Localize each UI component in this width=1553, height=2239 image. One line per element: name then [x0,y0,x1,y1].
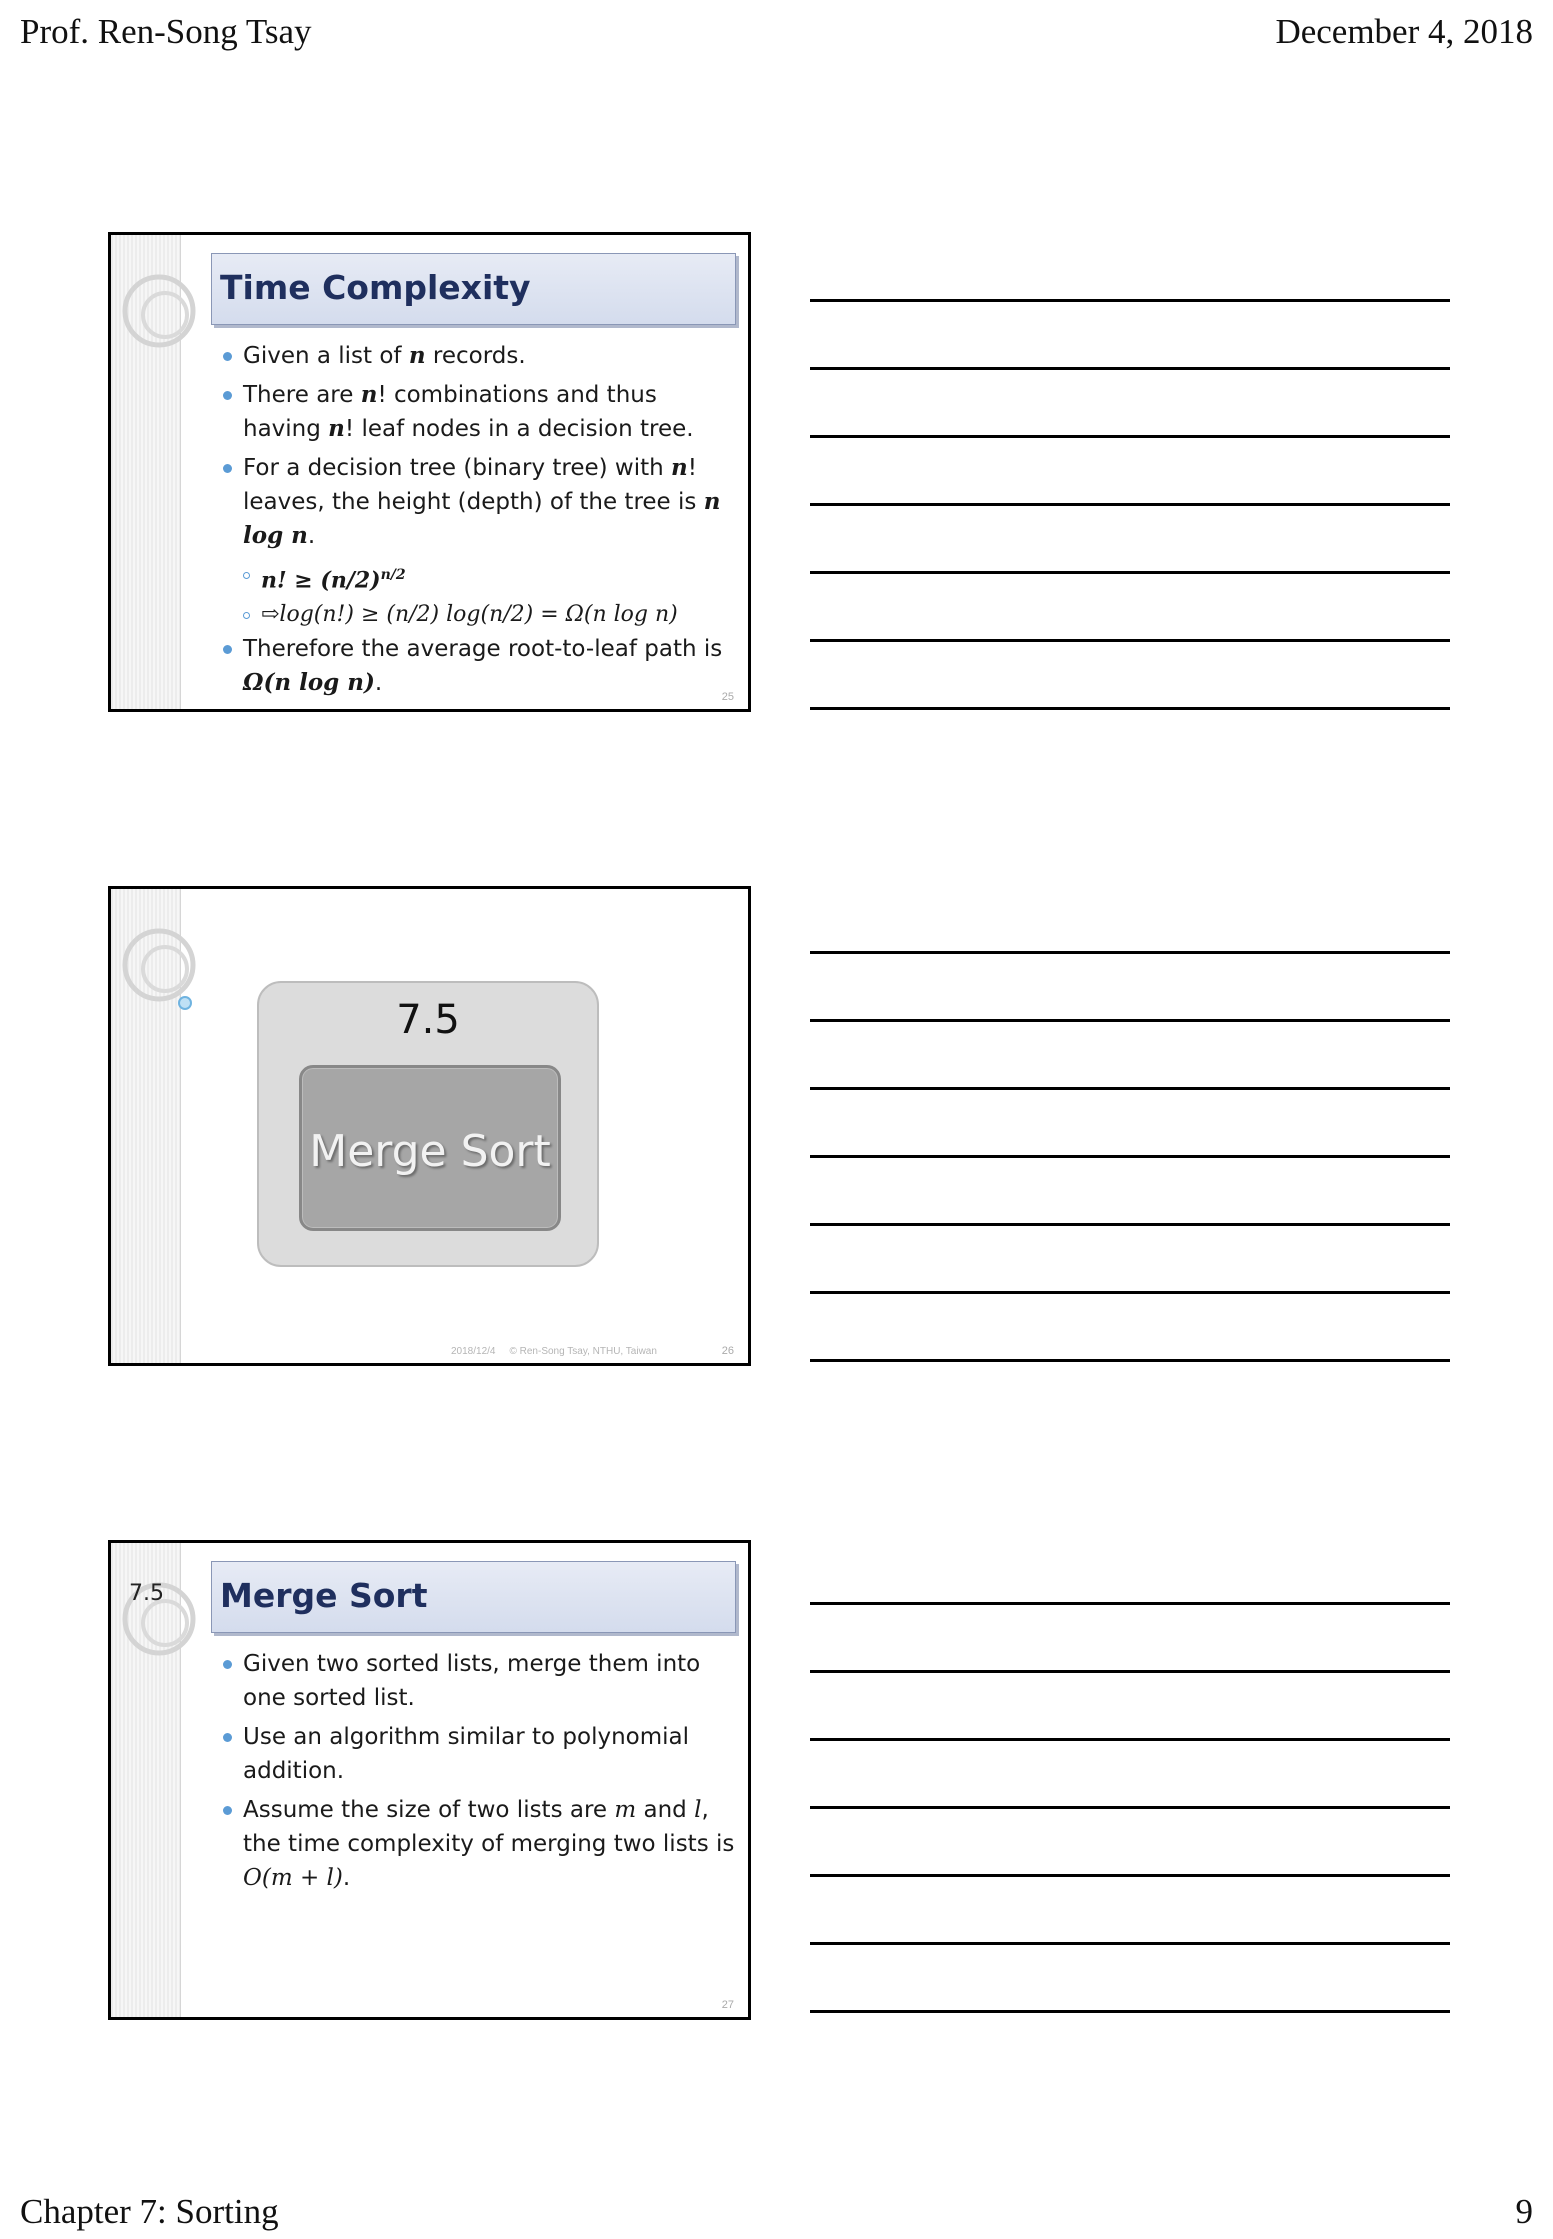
math-expression: ⇨log(n!) ≥ (n/2) log(n/2) = Ω(n log n) [261,602,678,628]
note-line [810,503,1450,506]
decorative-rings-icon [119,251,211,371]
slide-title-box [211,1561,736,1633]
slide-title: Time Complexity [220,268,531,307]
footnote-credit: © Ren-Song Tsay, NTHU, Taiwan [509,1346,657,1357]
math-expression: n! ≥ (n/2) [261,567,381,594]
slide-section-merge-sort [108,886,751,1366]
note-line [810,639,1450,642]
slide-number: 26 [721,1345,734,1357]
section-title-box [299,1065,561,1231]
bullet-text: ! combinations and thus having [243,382,657,442]
header-date: December 4, 2018 [1275,12,1533,51]
math-variable: n [360,381,378,408]
bullet-text: and [636,1797,695,1823]
math-exponent: n/2 [380,567,406,583]
bullet-item [221,632,741,700]
section-card [257,981,599,1267]
footnote-date: 2018/12/4 [451,1346,496,1357]
math-variable: n [328,415,345,442]
bullet-text: Use an algorithm similar to polynomial addition. [243,1724,689,1784]
note-line [810,1874,1450,1877]
note-line [810,1670,1450,1673]
note-line [810,1291,1450,1294]
note-line [810,299,1450,302]
note-line [810,2010,1450,2013]
bullet-text: Assume the size of two lists are [243,1797,615,1823]
note-line [810,1223,1450,1226]
header-author: Prof. Ren-Song Tsay [20,12,312,51]
bullet-item [221,378,741,446]
slide-merge-sort [108,1540,751,2020]
math-variable: n [408,342,426,369]
footer-page-number: 9 [1515,2192,1533,2231]
bullet-list [221,339,741,705]
note-line [810,951,1450,954]
bullet-text: , the time complexity of merging two lists is [243,1797,735,1857]
section-title: Merge Sort [309,1126,551,1177]
note-line [810,1942,1450,1945]
math-expression: Ω(n log n) [243,669,375,697]
bullet-item [221,1647,741,1715]
slide-title-box [211,253,736,325]
bullet-text: . [374,670,383,697]
bullet-item [221,1793,741,1895]
bullet-text: Therefore the average root-to-leaf path is [243,636,723,663]
bullet-text: records. [425,343,526,369]
footer-chapter: Chapter 7: Sorting [20,2192,279,2231]
section-side-label: 7.5 [129,1581,164,1606]
math-variable: m [614,1797,637,1823]
math-variable: n [671,454,688,481]
bullet-text: Given a list of [243,343,409,369]
note-line [810,707,1450,710]
note-line [810,1602,1450,1605]
note-line [810,1806,1450,1809]
slide-footnote [451,1346,671,1357]
note-line [810,1019,1450,1022]
note-line [810,1359,1450,1362]
note-line [810,571,1450,574]
slide-number: 27 [721,1999,734,2011]
section-number: 7.5 [396,997,460,1043]
bullet-text: There are [243,382,361,408]
bullet-item [221,1720,741,1788]
sub-bullet-item [221,558,741,598]
bullet-text: . [307,523,316,549]
bullet-text: ! leaves, the height (depth) of the tree is [243,455,704,515]
note-line [810,367,1450,370]
slide-title: Merge Sort [220,1576,428,1615]
slide-time-complexity [108,232,751,712]
decorative-rings-icon [119,1559,211,1679]
bullet-list [221,1647,741,1900]
note-line [810,1087,1450,1090]
math-expression: n log n [243,488,721,549]
slide-number: 25 [721,691,734,703]
bullet-text: ! leaf nodes in a decision tree. [344,416,694,442]
bullet-text: Given two sorted lists, merge them into one sorted list. [243,1651,701,1711]
math-expression: O(m + l) [243,1865,343,1891]
bullet-item [221,339,741,373]
bullet-text: For a decision tree (binary tree) with [243,455,672,481]
note-line [810,1738,1450,1741]
note-line [810,435,1450,438]
bullet-text: . [342,1865,351,1891]
bullet-item [221,451,741,553]
sub-bullet-item [221,598,741,632]
note-line [810,1155,1450,1158]
decorative-rings-icon [119,905,211,1025]
math-variable: l [694,1797,702,1823]
